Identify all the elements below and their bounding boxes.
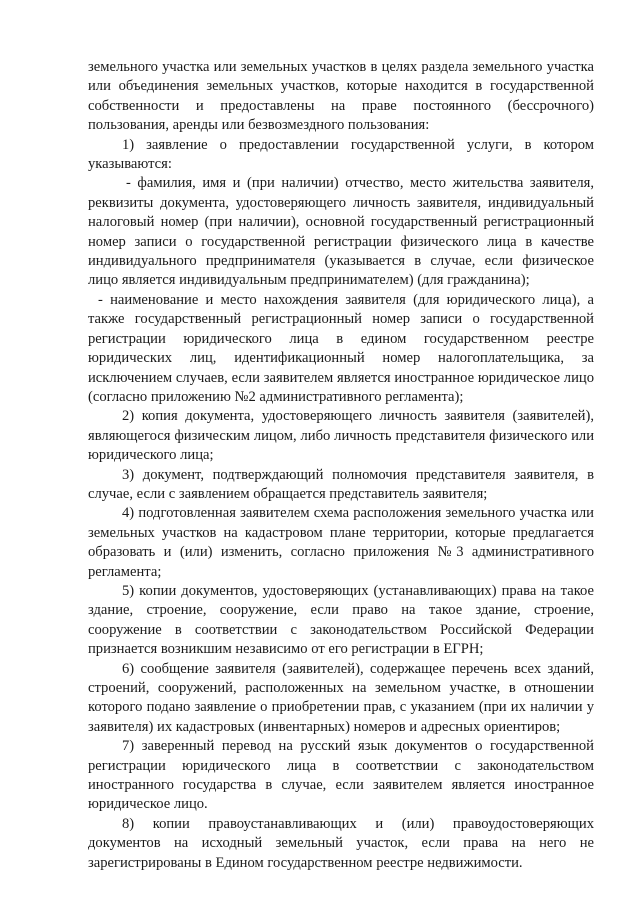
paragraph-intro: земельного участка или земельных участков в целях раздела земельного участка или объединения земельных участков, которые находится в государственной собственности и предоставлены на праве постоянного (бессрочного) пользования, аренды или безвозмездного пользования: — [88, 59, 594, 134]
paragraph-item-2: 2) копия документа, удостоверяющего личность заявителя (заявителей), являющегося физическим лицом, либо личность представителя физического или юридического лица; — [88, 408, 594, 464]
paragraph-item-1-legal: - наименование и место нахождения заявителя (для юридического лица), а также государственный регистрационный номер записи о государственной регистрации юридического лица в едином государственном реестре юридических лиц, идентификационный номер налогоплательщика, за исключением случаев, если заявителем является иностранное юридическое лицо (согласно приложению №2 административного регламента); — [88, 291, 594, 405]
paragraph-item-1: 1) заявление о предоставлении государственной услуги, в котором указываются: — [88, 136, 594, 173]
paragraph-item-5: 5) копии документов, удостоверяющих (устанавливающих) права на такое здание, строение, сооружение, если право на такое здание, строение, сооружение в соответствии с законодательством Российской Федерации признается возникшим независимо от его регистрации в ЕГРН; — [88, 582, 594, 658]
paragraph-item-3: 3) документ, подтверждающий полномочия представителя заявителя, в случае, если с заявлением обращается представитель заявителя; — [88, 466, 594, 502]
paragraph-item-8: 8) копии правоустанавливающих и (или) правоудостоверяющих документов на исходный земельный участок, если права на него не зарегистрированы в Едином государственном реестре недвижимости. — [88, 815, 594, 871]
paragraph-item-7: 7) заверенный перевод на русский язык документов о государственной регистрации юридического лица в соответствии с законодательством иностранного государства в случае, если заявителем является иностранное юридическое лицо. — [88, 738, 594, 813]
paragraph-item-6: 6) сообщение заявителя (заявителей), содержащее перечень всех зданий, строений, сооружений, расположенных на земельном участке, в отношении которого подано заявление о приобретении прав, с указанием (при их наличии у заявителя) их кадастровых (инвентарных) номеров и адресных ориентиров; — [88, 660, 594, 735]
paragraph-item-4: 4) подготовленная заявителем схема расположения земельного участка или земельных участков на кадастровом плане территории, которые предлагается образовать и (или) изменить, согласно приложения №3 административного регламента; — [88, 505, 594, 580]
document-body — [88, 58, 594, 873]
paragraph-item-1-individual: - фамилия, имя и (при наличии) отчество, место жительства заявителя, реквизиты документа, удостоверяющего личность заявителя, индивидуальный налоговый номер (при наличии), основной государственный регистрационный номер записи о государственной регистрации физического лица в качестве индивидуального предпринимателя (указывается в случае, если физическое лицо является индивидуальным предпринимателем) (для гражданина); — [88, 175, 594, 289]
